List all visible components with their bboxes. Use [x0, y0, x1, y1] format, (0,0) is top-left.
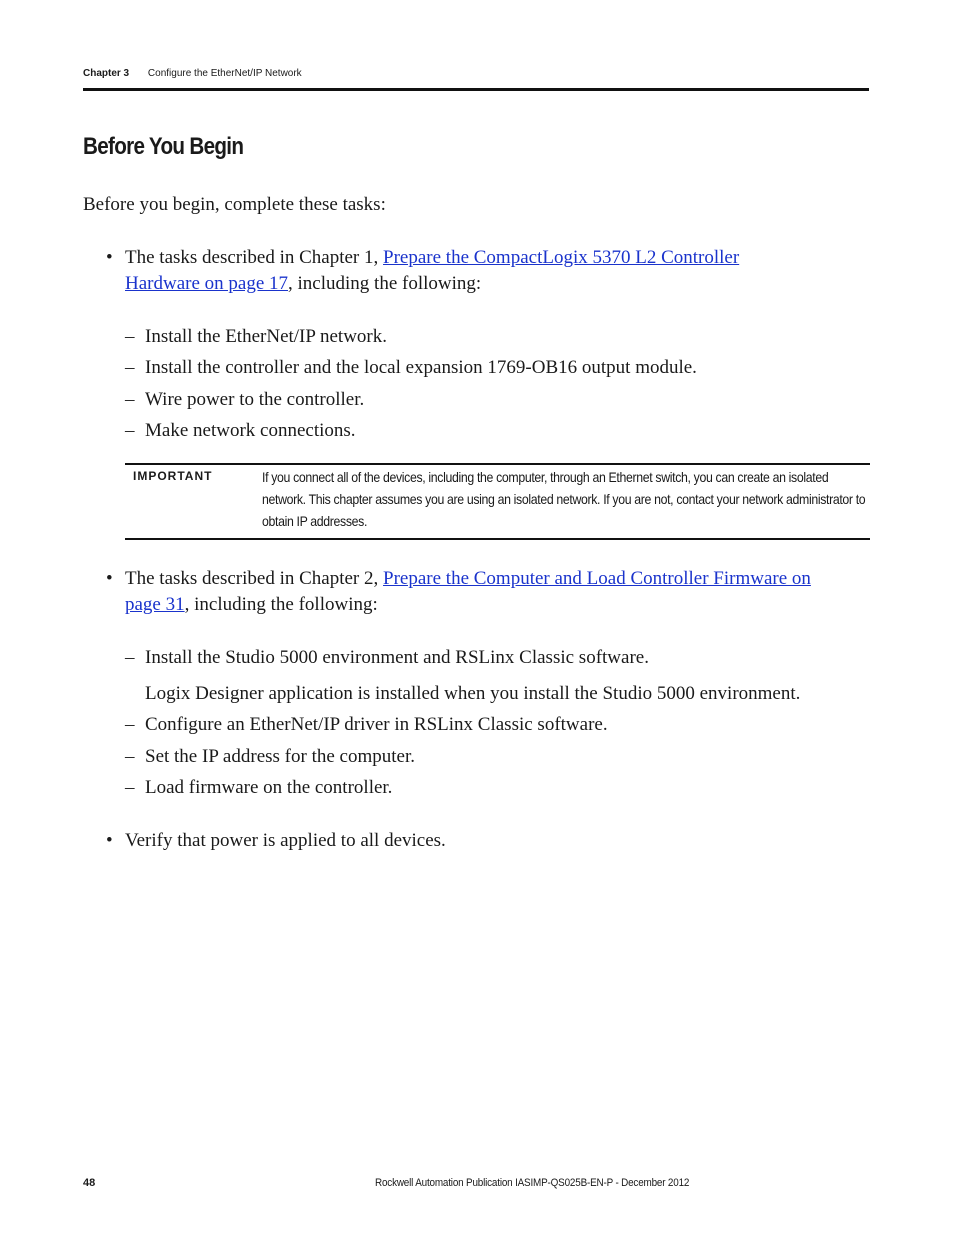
list-item: – Install the Studio 5000 environment and RSLinx Classic software.: [145, 645, 649, 671]
list-item: – Wire power to the controller.: [145, 387, 364, 413]
bullet-3-text: Verify that power is applied to all devices.: [125, 830, 446, 851]
dash-marker: –: [125, 420, 135, 441]
link-chapter-2[interactable]: Prepare the Computer and Load Controller Firmware on: [383, 568, 811, 589]
chapter-number: Chapter 3: [83, 68, 130, 79]
link-chapter-1[interactable]: Prepare the CompactLogix 5370 L2 Controller: [383, 247, 740, 268]
list-item: – Make network connections.: [145, 418, 356, 444]
important-text: If you connect all of the devices, including the computer, through an Ethernet switch, you can create an isolated network. This chapter assumes you are using an isolated network. If you are not, contact your network administrator to obtain IP addresses.: [262, 469, 866, 529]
list-item: – Install the EtherNet/IP network.: [145, 324, 387, 350]
running-header: [83, 67, 302, 81]
header-rule: [83, 88, 869, 91]
bullet-marker: •: [106, 830, 113, 851]
bullet-1-line-1: [125, 245, 739, 271]
important-label: IMPORTANT: [133, 469, 213, 483]
list-item: – Load firmware on the controller.: [145, 775, 392, 801]
dash-marker: –: [125, 389, 135, 410]
dash-marker: –: [125, 326, 135, 347]
dash-marker: –: [125, 746, 135, 767]
list-item: – Install the controller and the local expansion 1769-OB16 output module.: [145, 355, 697, 381]
bullet-2-line-2: [125, 592, 378, 618]
important-bottom-rule: [125, 538, 870, 540]
dash-marker: –: [125, 777, 135, 798]
bullet-1-suffix: , including the following:: [288, 273, 482, 294]
bullet-2-line-1: [125, 566, 811, 592]
bullet-marker: •: [106, 568, 113, 589]
bullet-1-prefix: The tasks described in Chapter 1,: [125, 247, 384, 268]
publication-info: Rockwell Automation Publication IASIMP-QS025B-EN-P - December 2012: [375, 1177, 690, 1189]
chapter-title: Configure the EtherNet/IP Network: [147, 68, 302, 79]
link-page-17[interactable]: Hardware on page 17: [125, 273, 289, 294]
section-title: Before You Begin: [83, 133, 244, 160]
intro-text: Before you begin, complete these tasks:: [83, 194, 386, 215]
page-number: 48: [83, 1177, 96, 1189]
dash-marker: –: [125, 714, 135, 735]
list-item: – Set the IP address for the computer.: [145, 744, 415, 770]
bullet-marker: •: [106, 247, 113, 268]
dash-marker: –: [125, 357, 135, 378]
important-top-rule: [125, 463, 870, 465]
dash-marker: –: [125, 647, 135, 668]
bullet-2-prefix: The tasks described in Chapter 2,: [125, 568, 384, 589]
link-page-31[interactable]: page 31: [125, 594, 185, 615]
list-item: – Configure an EtherNet/IP driver in RSLinx Classic software.: [145, 712, 608, 738]
bullet-2-suffix: , including the following:: [184, 594, 378, 615]
list-item-note: Logix Designer application is installed when you install the Studio 5000 environment.: [145, 683, 801, 704]
bullet-1-line-2: [125, 271, 481, 297]
